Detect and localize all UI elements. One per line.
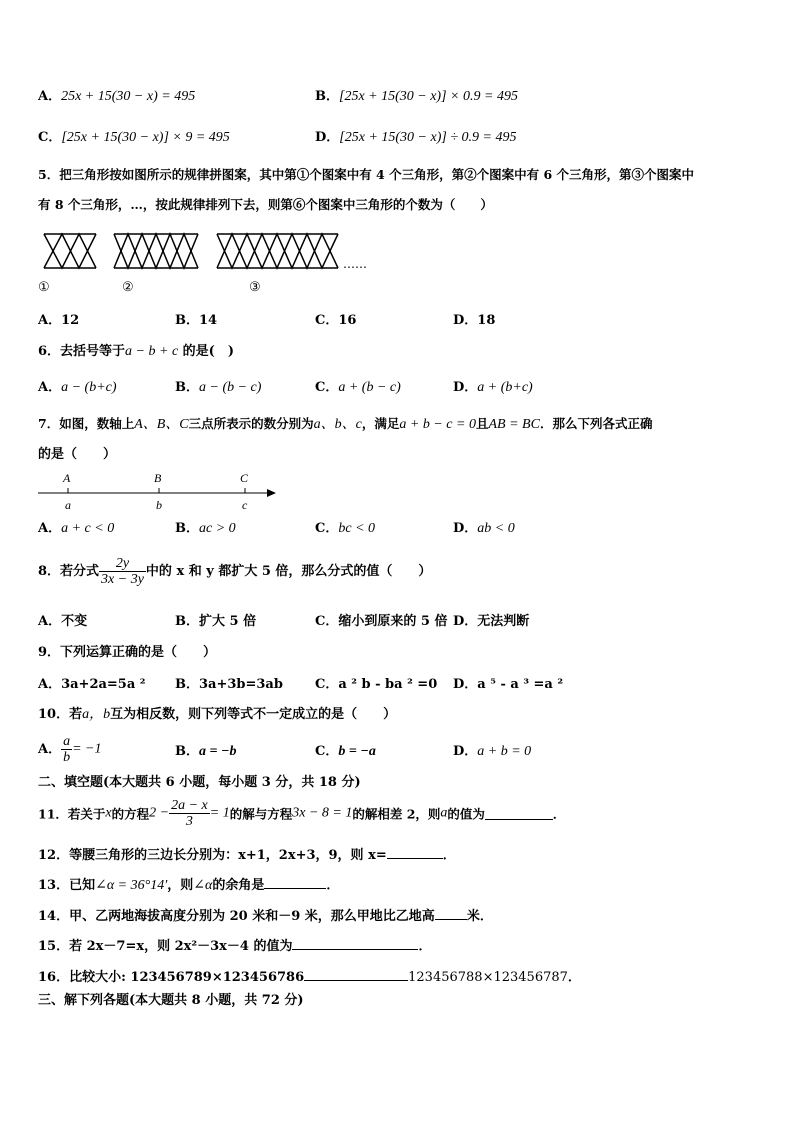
- q7-option-a: A．a + c < 0: [38, 521, 115, 536]
- q6-stem: 6．去括号等于a − b + c 的是( ): [38, 344, 234, 359]
- q10-option-a: A． $\frac{a}{b}$ = −1: [38, 734, 102, 766]
- triangle-pattern-figure: [40, 230, 380, 274]
- q7-option-b: B．ac > 0: [175, 521, 236, 536]
- q8-option-a: A．不变: [38, 614, 88, 629]
- pattern-2: [114, 234, 198, 268]
- figure-label-2: ②: [122, 280, 134, 295]
- q7-stem-line2: 的是（ ）: [38, 447, 117, 462]
- q8-fraction: $\frac{2y}{3x - 3y}$: [101, 556, 144, 588]
- section-2-heading: 二、填空题(本大题共 6 小题，每小题 3 分，共 18 分): [38, 775, 361, 790]
- q16-stem: 16．比较大小: 123456789×123456786 123456788×123456787．: [38, 970, 581, 985]
- figure-label-1: ①: [38, 280, 50, 295]
- q10-option-d: D．a + b = 0: [453, 744, 532, 759]
- q10-option-b: B．a = −b: [175, 744, 237, 759]
- pattern-1: [44, 234, 96, 268]
- axis-point-label-b-upper: B: [154, 471, 162, 485]
- q5-option-c: C．16: [315, 313, 357, 328]
- q8-option-d: D．无法判断: [453, 614, 530, 629]
- section-3-heading: 三、解下列各题(本大题共 8 小题，共 72 分): [38, 993, 304, 1008]
- q7-option-d: D．ab < 0: [453, 521, 515, 536]
- q11-answer-blank[interactable]: [485, 807, 553, 820]
- q6-option-a: A．a − (b+c): [38, 380, 117, 395]
- q4-option-b: B．[25x + 15(30 − x)] × 0.9 = 495: [315, 89, 518, 104]
- q10-option-c: C．b = −a: [315, 744, 376, 759]
- q7-option-c: C．bc < 0: [315, 521, 376, 536]
- q10-stem: 10．若a，b互为相反数，则下列等式不一定成立的是（ ）: [38, 707, 397, 722]
- q5-stem-line2: 有 8 个三角形，…，按此规律排列下去，则第⑥个图案中三角形的个数为（ ）: [38, 197, 493, 212]
- q6-option-b: B．a − (b − c): [175, 380, 262, 395]
- q16-answer-blank[interactable]: [304, 968, 408, 981]
- q9-option-c: C．a ² b - ba ² =0: [315, 677, 438, 692]
- q4-option-a: A．25x + 15(30 − x) = 495: [38, 89, 196, 104]
- q8-option-b: B．扩大 5 倍: [175, 614, 257, 629]
- q9-stem: 9．下列运算正确的是（ ）: [38, 645, 217, 660]
- q8-option-c: C．缩小到原来的 5 倍: [315, 614, 448, 629]
- axis-point-label-c-upper: C: [240, 471, 249, 485]
- pattern-3: [217, 234, 338, 268]
- q13-answer-blank[interactable]: [264, 876, 326, 889]
- figure-label-3: ③: [249, 280, 261, 295]
- q14-answer-blank[interactable]: [435, 907, 467, 920]
- q12-answer-blank[interactable]: [387, 846, 443, 859]
- q5-option-b: B．14: [175, 313, 218, 328]
- q5-option-d: D．18: [453, 313, 496, 328]
- q9-option-d: D．a ⁵ - a ³ =a ²: [453, 677, 564, 692]
- q4-option-c: C．[25x + 15(30 − x)] × 9 = 495: [38, 130, 230, 145]
- axis-value-label-b: b: [156, 498, 162, 512]
- q14-stem: 14．甲、乙两地海拔高度分别为 20 米和－9 米，那么甲地比乙地高 米．: [38, 909, 493, 924]
- pattern-ellipsis: ……: [343, 257, 367, 271]
- q11-fraction: $\frac{2a - x}{3}$: [171, 798, 208, 830]
- q5-stem-line1: 5．把三角形按如图所示的规律拼图案，其中第①个图案中有 4 个三角形，第②个图案中有 6 个三角形，第③个图案中: [38, 167, 695, 182]
- q11-stem: 11．若关于x的方程2 − $\frac{2a - x}{3}$ = 1的解与方程3x − 8 = 1的解相差 2，则a的值为 ．: [38, 798, 566, 830]
- q8-stem: 8．若分式 $\frac{2y}{3x - 3y}$ 中的 x 和 y 都扩大 5 倍，那么分式的值（ ）: [38, 556, 432, 588]
- q7-stem-line1: 7．如图，数轴上A、B、C三点所表示的数分别为a、b、c，满足a + b − c = 0且AB = BC．那么下列各式正确: [38, 416, 653, 432]
- axis-value-label-c: c: [242, 498, 248, 512]
- q9-option-b: B．3a+3b=3ab: [175, 677, 283, 692]
- q15-answer-blank[interactable]: [292, 937, 418, 950]
- q6-option-d: D．a + (b+c): [453, 380, 533, 395]
- axis-point-label-a-upper: A: [63, 471, 71, 485]
- q9-option-a: A．3a+2a=5a ²: [38, 677, 146, 692]
- q6-option-c: C．a + (b − c): [315, 380, 401, 395]
- q12-stem: 12．等腰三角形的三边长分别为：x+1，2x+3，9，则 x= ．: [38, 848, 456, 863]
- axis-value-label-a: a: [65, 498, 71, 512]
- q13-stem: 13．已知∠α = 36°14′，则∠α的余角是 ．: [38, 878, 340, 893]
- q5-option-a: A．12: [38, 313, 80, 328]
- q15-stem: 15．若 2x－7=x，则 2x²－3x－4 的值为 ．: [38, 939, 432, 954]
- q4-option-d: D．[25x + 15(30 − x)] ÷ 0.9 = 495: [315, 130, 517, 145]
